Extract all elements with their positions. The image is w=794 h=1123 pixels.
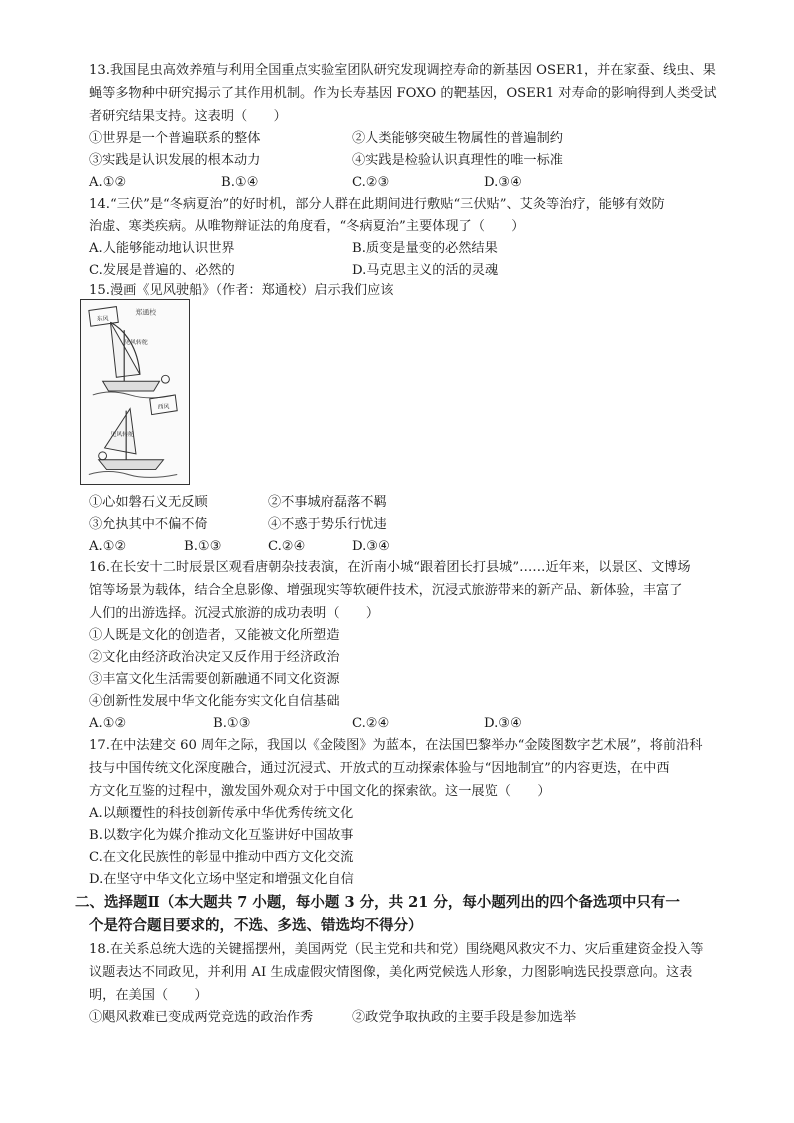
q14-choice-d: D.马克思主义的活的灵魂 <box>352 263 499 278</box>
q17-choice-c: C.在文化民族性的彰显中推动中西方文化交流 <box>89 850 354 865</box>
q17-stem-line3: 方文化互鉴的过程中，激发国外观众对于中国文化的探索欲。这一展览（ ） <box>89 784 551 799</box>
q16-item-2: ②文化由经济政治决定又反作用于经济政治 <box>89 650 340 665</box>
top-boatman-icon <box>162 375 170 383</box>
section2-heading-line1: 二、选择题Ⅱ（本大题共 7 小题，每小题 3 分，共 21 分，每小题列出的四个备选项中只有一 <box>75 894 680 911</box>
q13-choice-b: B.①④ <box>221 175 259 190</box>
q13-choice-a: A.①② <box>89 175 127 190</box>
q16-stem-line2: 馆等场景为载体，结合全息影像、增强现实等软硬件技术，沉浸式旅游带来的新产品、新体验，丰富了 <box>89 583 683 598</box>
top-sail-icon <box>110 322 139 377</box>
bottom-boat-icon <box>99 460 164 470</box>
q13-stem-line2: 蝇等多物种中研究揭示了其作用机制。作为长寿基因 FOXO 的靶基因，OSER1 对寿命的影响得到人类受试 <box>89 86 717 101</box>
q15-stem: 15.漫画《见风驶船》（作者：郑通校）启示我们应该 <box>89 283 394 298</box>
section2-heading-line2: 个是符合题目要求的，不选、多选、错选均不得分） <box>89 917 423 934</box>
q15-item-2: ②不事城府磊落不羁 <box>268 495 387 510</box>
q15-choice-a: A.①② <box>89 539 127 554</box>
q14-choice-c: C.发展是普遍的、必然的 <box>89 263 235 278</box>
q14-stem-line1: 14.“三伏”是“冬病夏治”的好时机，部分人群在此期间进行敷贴“三伏贴”、艾灸等治疗，能够有效防 <box>89 197 665 212</box>
q16-item-3: ③丰富文化生活需要创新融通不同文化资源 <box>89 672 340 687</box>
q16-item-1: ①人既是文化的创造者，又能被文化所塑造 <box>89 628 340 643</box>
q15-choice-d: D.③④ <box>352 539 390 554</box>
q14-stem-line2: 治虚、寒类疾病。从唯物辩证法的角度看，“冬病夏治”主要体现了（ ） <box>89 219 525 234</box>
bottom-boatman-icon <box>99 452 107 460</box>
top-sail-text: 见风转舵 <box>124 339 148 346</box>
q16-choice-d: D.③④ <box>484 716 522 731</box>
q18-stem-line1: 18.在关系总统大选的关键摇摆州，美国两党（民主党和共和党）围绕飓风救灾不力、灾后重建资金投入等 <box>89 942 704 957</box>
q13-item-1: ①世界是一个普遍联系的整体 <box>89 131 261 146</box>
q15-choice-c: C.②④ <box>268 539 306 554</box>
q17-stem-line1: 17.在中法建交 60 周年之际，我国以《金陵图》为蓝本，在法国巴黎举办“金陵图数字艺术展”，将前沿科 <box>89 738 703 753</box>
q15-item-3: ③允执其中不偏不倚 <box>89 517 208 532</box>
q18-item-1: ①飓风救难已变成两党竞选的政治作秀 <box>89 1010 314 1025</box>
q13-item-2: ②人类能够突破生物属性的普遍制约 <box>352 131 563 146</box>
q16-choice-c: C.②④ <box>352 716 390 731</box>
q17-choice-b: B.以数字化为媒介推动文化互鉴讲好中国故事 <box>89 828 354 843</box>
q15-choice-b: B.①③ <box>184 539 222 554</box>
q16-stem-line1: 16.在长安十二时辰景区观看唐朝杂技表演，在沂南小城“跟着团长打县城”……近年来，以景区、文博场 <box>89 560 691 575</box>
q15-cartoon <box>80 299 190 485</box>
q17-choice-d: D.在坚守中华文化立场中坚定和增强文化自信 <box>89 872 354 887</box>
q13-choice-c: C.②③ <box>352 175 390 190</box>
q16-item-4: ④创新性发展中华文化能夯实文化自信基础 <box>89 694 340 709</box>
bottom-wave-icon <box>89 472 177 478</box>
q14-choice-a: A.人能够能动地认识世界 <box>89 241 235 256</box>
cartoon-drawing <box>81 300 189 484</box>
bottom-sail-text: 见风转舵 <box>110 432 134 439</box>
q18-item-2: ②政党争取执政的主要手段是参加选举 <box>352 1010 577 1025</box>
q14-choice-b: B.质变是量变的必然结果 <box>352 241 498 256</box>
q17-stem-line2: 技与中国传统文化深度融合，通过沉浸式、开放式的互动探索体验与“因地制宜”的内容更迭，在中西 <box>89 761 670 776</box>
q15-item-1: ①心如磐石义无反顾 <box>89 495 208 510</box>
q16-choice-a: A.①② <box>89 716 127 731</box>
q13-choice-d: D.③④ <box>484 175 522 190</box>
q16-stem-line3: 人们的出游选择。沉浸式旅游的成功表明（ ） <box>89 606 380 621</box>
q13-stem-line1: 13.我国昆虫高效养殖与利用全国重点实验室团队研究发现调控寿命的新基因 OSER1，并在家蚕、线虫、果 <box>89 63 716 78</box>
top-wind-label: 东风 <box>96 316 109 323</box>
q18-stem-line2: 议题表达不同政见，并利用 AI 生成虚假灾情图像，美化两党候选人形象，力图影响选民投票意向。这表 <box>89 965 693 980</box>
q13-stem-line3: 者研究结果支持。这表明（ ） <box>89 109 287 124</box>
top-boat-icon <box>103 381 160 391</box>
q17-choice-a: A.以颠覆性的科技创新传承中华优秀传统文化 <box>89 806 354 821</box>
q13-item-4: ④实践是检验认识真理性的唯一标准 <box>352 153 563 168</box>
q18-stem-line3: 明，在美国（ ） <box>89 988 208 1003</box>
q16-choice-b: B.①③ <box>213 716 251 731</box>
cartoon-caption: 郑通校 <box>135 308 157 317</box>
q13-item-3: ③实践是认识发展的根本动力 <box>89 153 261 168</box>
bottom-wind-label: 西风 <box>157 404 170 411</box>
q15-item-4: ④不惑于势乐行忧违 <box>268 517 387 532</box>
